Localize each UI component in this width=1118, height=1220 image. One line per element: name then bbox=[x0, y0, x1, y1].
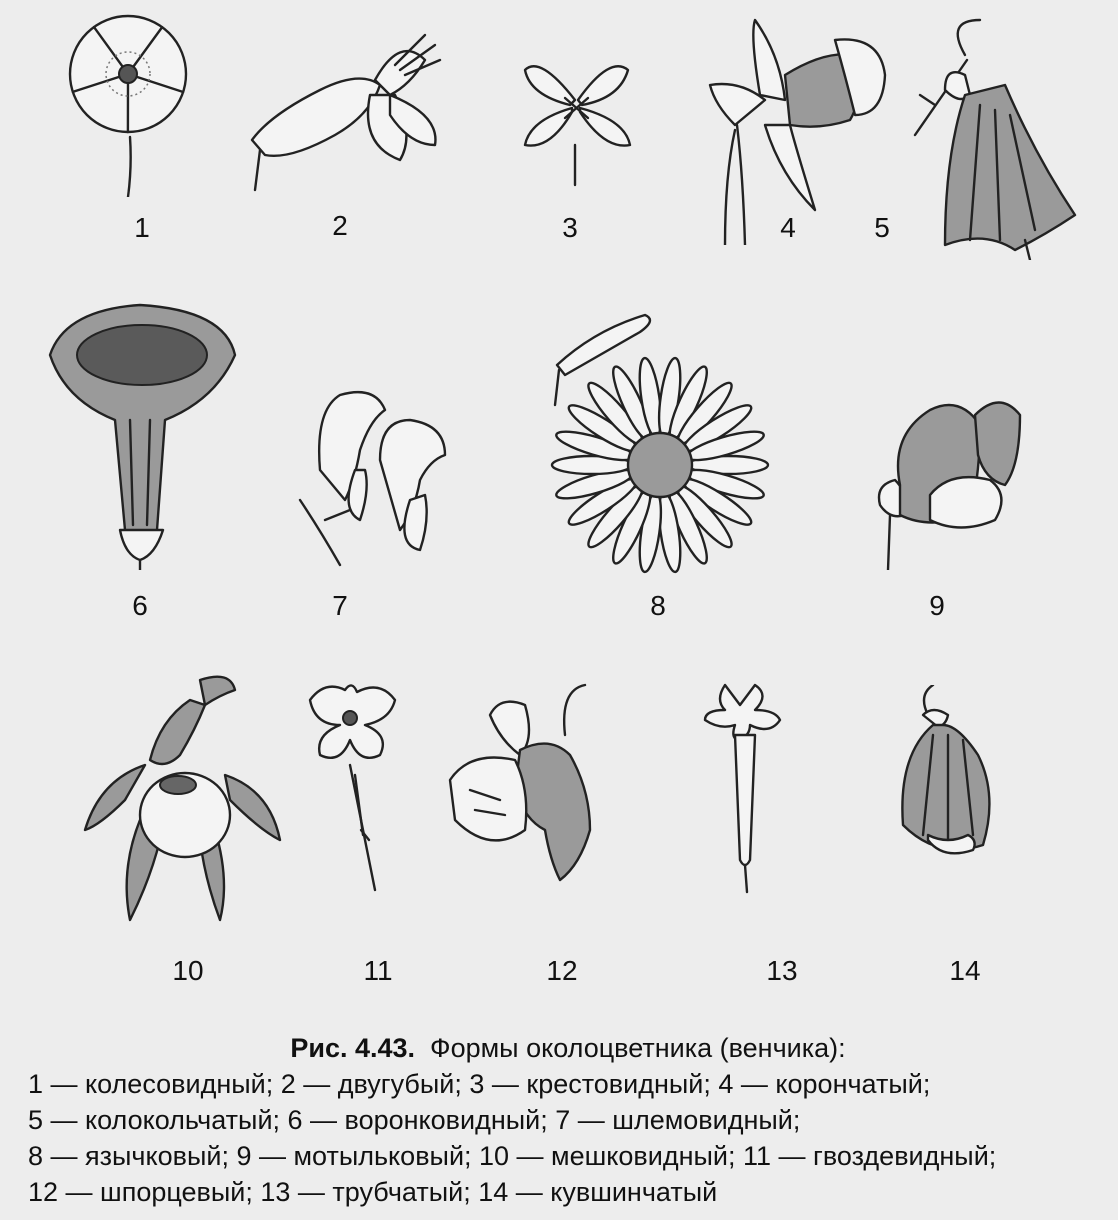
coronate-flower-icon bbox=[705, 15, 890, 245]
papilionaceous-flower-icon bbox=[870, 385, 1030, 570]
cruciform-flower-icon bbox=[510, 50, 640, 190]
figure-number-10: 10 bbox=[172, 955, 204, 986]
figure-13 bbox=[695, 680, 795, 895]
figure-number-12: 12 bbox=[546, 955, 578, 986]
figure-10 bbox=[80, 670, 290, 925]
figure-9 bbox=[870, 385, 1030, 570]
figure-number-11: 11 bbox=[363, 955, 393, 986]
figure-14 bbox=[888, 685, 1003, 865]
funnel-flower-icon bbox=[45, 300, 240, 570]
figure-11 bbox=[295, 680, 410, 895]
figure-5 bbox=[905, 15, 1085, 260]
caption-line-3: 8 — язычковый; 9 — мотыльковый; 10 — мешковидный; 11 — гвоздевидный; bbox=[28, 1141, 997, 1171]
spurred-flower-icon bbox=[440, 680, 620, 895]
caption-title: Формы околоцветника (венчика): bbox=[430, 1033, 846, 1063]
figure-number-13: 13 bbox=[766, 955, 798, 986]
figure-7 bbox=[280, 370, 460, 570]
urceolate-flower-icon bbox=[888, 685, 1003, 865]
figure-number-14: 14 bbox=[949, 955, 981, 986]
figure-caption bbox=[28, 1030, 1108, 1210]
figure-12 bbox=[440, 680, 620, 895]
salverform-flower-icon bbox=[295, 680, 410, 895]
ligulate-flower-icon bbox=[545, 310, 770, 575]
figure-8 bbox=[545, 310, 770, 575]
galeate-flower-icon bbox=[280, 370, 460, 570]
tubular-flower-icon bbox=[695, 680, 795, 895]
figure-number-9: 9 bbox=[929, 590, 945, 621]
figure-number-3: 3 bbox=[562, 212, 578, 243]
caption-figure-number: Рис. 4.43. bbox=[290, 1033, 416, 1063]
caption-title-row bbox=[28, 1030, 1108, 1066]
figure-6 bbox=[45, 300, 240, 570]
figure-2 bbox=[240, 25, 445, 195]
campanulate-flower-icon bbox=[905, 15, 1085, 260]
bilabiate-flower-icon bbox=[240, 25, 445, 195]
figure-number-2: 2 bbox=[332, 210, 348, 241]
wheel-flower-icon bbox=[60, 12, 195, 197]
figure-number-5: 5 bbox=[874, 212, 890, 243]
figure-number-1: 1 bbox=[134, 212, 150, 243]
saccate-flower-icon bbox=[80, 670, 290, 925]
figure-3 bbox=[510, 50, 640, 190]
figure-number-7: 7 bbox=[332, 590, 348, 621]
caption-line-4: 12 — шпорцевый; 13 — трубчатый; 14 — кувшинчатый bbox=[28, 1177, 718, 1207]
caption-line-1: 1 — колесовидный; 2 — двугубый; 3 — крестовидный; 4 — корончатый; bbox=[28, 1069, 931, 1099]
figure-number-8: 8 bbox=[650, 590, 666, 621]
figure-number-6: 6 bbox=[132, 590, 148, 621]
figure-number-4: 4 bbox=[780, 212, 796, 243]
caption-line-2: 5 — колокольчатый; 6 — воронковидный; 7 — шлемовидный; bbox=[28, 1105, 801, 1135]
figure-4 bbox=[705, 15, 890, 245]
figure-1 bbox=[60, 12, 195, 197]
